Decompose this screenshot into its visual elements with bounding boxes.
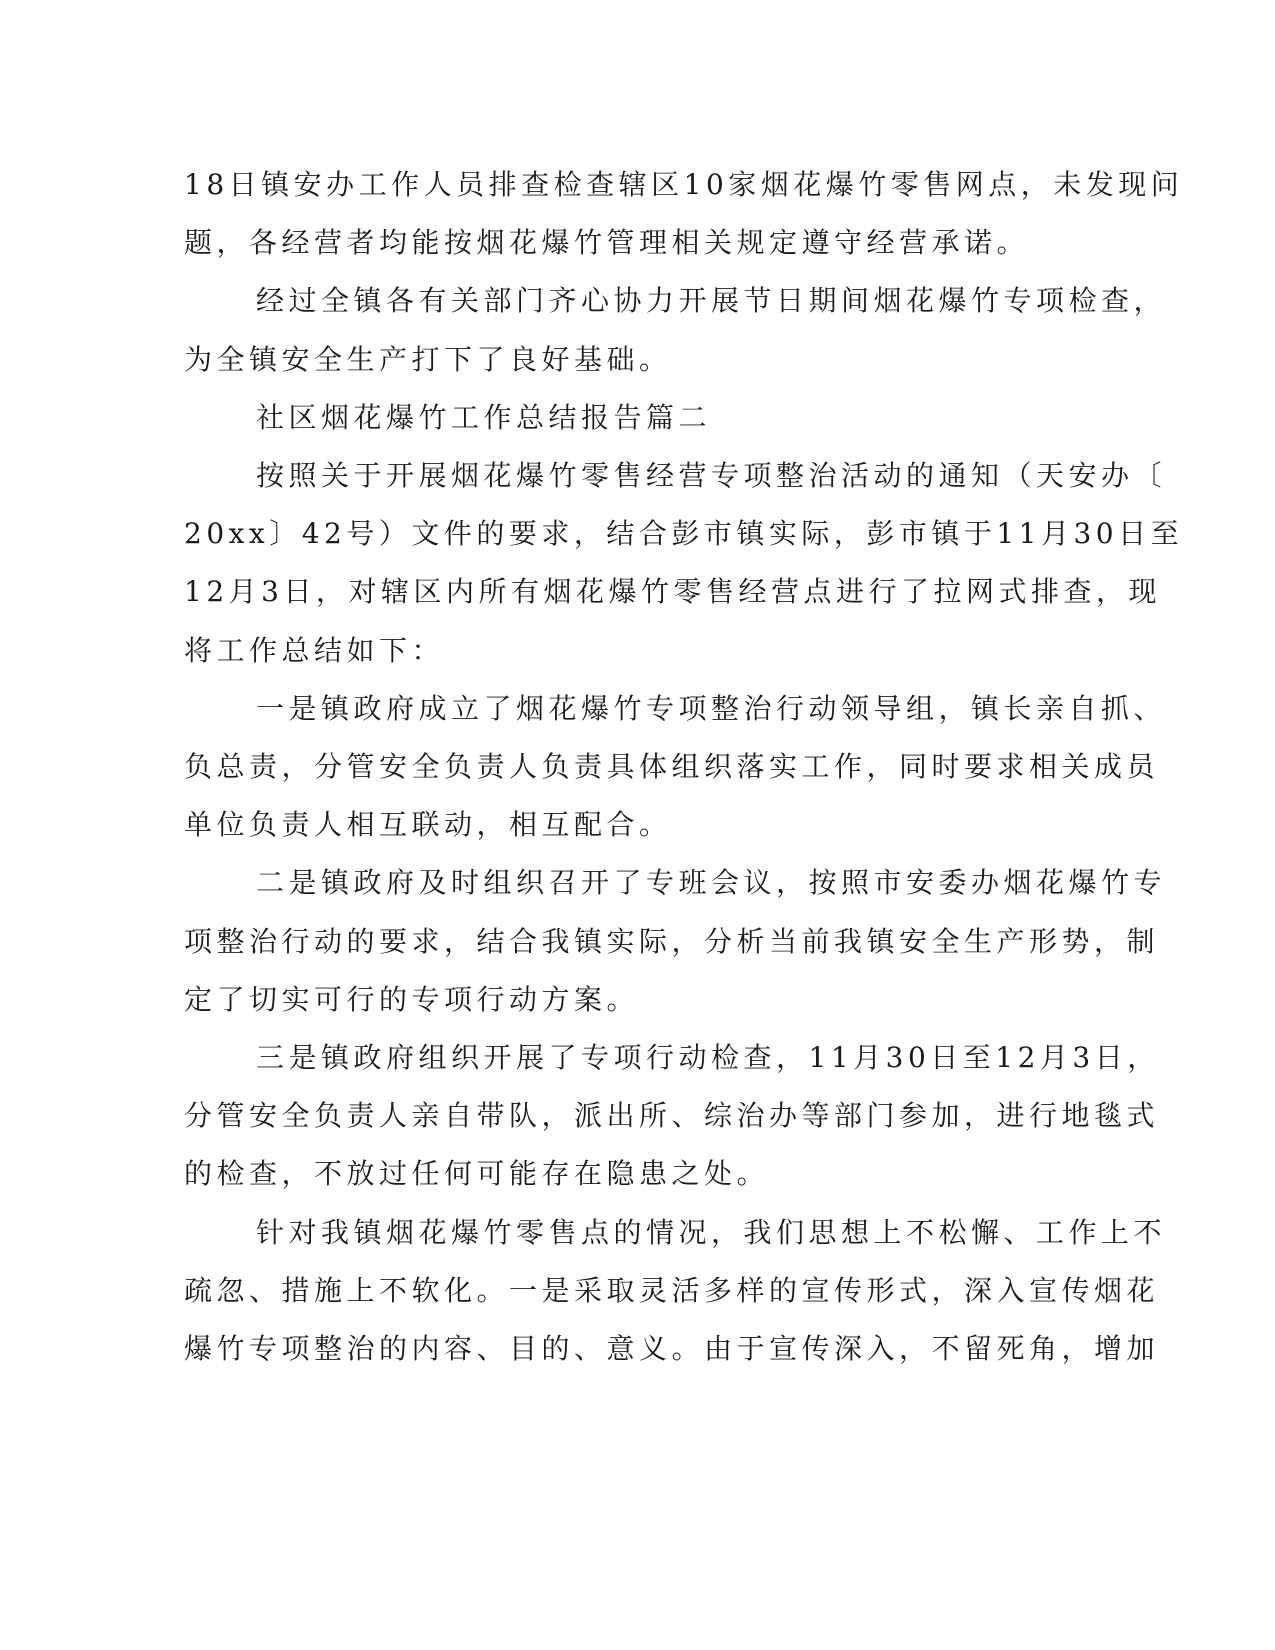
text-line: 经过全镇各有关部门齐心协力开展节日期间烟花爆竹专项检查， — [256, 284, 1167, 318]
text-line: 二是镇政府及时组织召开了专班会议，按照市安委办烟花爆竹专 — [256, 866, 1167, 900]
paragraph-point-two — [184, 854, 1167, 1029]
text-line: 12月3日，对辖区内所有烟花爆竹零售经营点进行了拉网式排查，现 — [184, 575, 1161, 609]
text-line: 爆竹专项整治的内容、目的、意义。由于宣传深入，不留死角，增加 — [184, 1332, 1160, 1366]
section-heading — [184, 389, 1042, 447]
text-line: 为全镇安全生产打下了良好基础。 — [184, 342, 672, 376]
text-line: 分管安全负责人亲自带队，派出所、综治办等部门参加，进行地毯式 — [184, 1099, 1160, 1133]
document-body — [184, 156, 1184, 1378]
paragraph-point-one — [184, 680, 1167, 855]
text-line: 将工作总结如下： — [184, 633, 445, 667]
paragraph-intro — [184, 447, 1184, 680]
section-title: 社区烟花爆竹工作总结报告篇二 — [256, 400, 712, 434]
text-line: 项整治行动的要求，结合我镇实际，分析当前我镇安全生产形势，制 — [184, 924, 1160, 958]
text-line: 的检查，不放过任何可能存在隐患之处。 — [184, 1157, 770, 1191]
text-line: 单位负责人相互联动，相互配合。 — [184, 808, 672, 842]
paragraph-conclusion — [184, 272, 1167, 388]
paragraph-measures — [184, 1204, 1167, 1379]
text-line: 负总责，分管安全负责人负责具体组织落实工作，同时要求相关成员 — [184, 750, 1160, 784]
text-line: 针对我镇烟花爆竹零售点的情况，我们思想上不松懈、工作上不 — [256, 1215, 1167, 1249]
text-line: 20xx〕42号）文件的要求，结合彭市镇实际，彭市镇于11月30日至 — [184, 517, 1184, 551]
text-line: 疏忽、措施上不软化。一是采取灵活多样的宣传形式，深入宣传烟花 — [184, 1273, 1160, 1307]
text-line: 一是镇政府成立了烟花爆竹专项整治行动领导组，镇长亲自抓、 — [256, 691, 1167, 725]
text-line: 三是镇政府组织开展了专项行动检查，11月30日至12月3日， — [256, 1041, 1160, 1075]
text-line: 18日镇安办工作人员排查检查辖区10家烟花爆竹零售网点，未发现问 — [184, 168, 1184, 201]
text-line: 按照关于开展烟花爆竹零售经营专项整治活动的通知（天安办〔 — [256, 459, 1167, 493]
text-line: 题，各经营者均能按烟花爆竹管理相关规定遵守经营承诺。 — [184, 226, 1030, 260]
paragraph-inspection-result — [184, 156, 1184, 272]
paragraph-point-three — [184, 1029, 1160, 1204]
text-line: 定了切实可行的专项行动方案。 — [184, 982, 640, 1016]
